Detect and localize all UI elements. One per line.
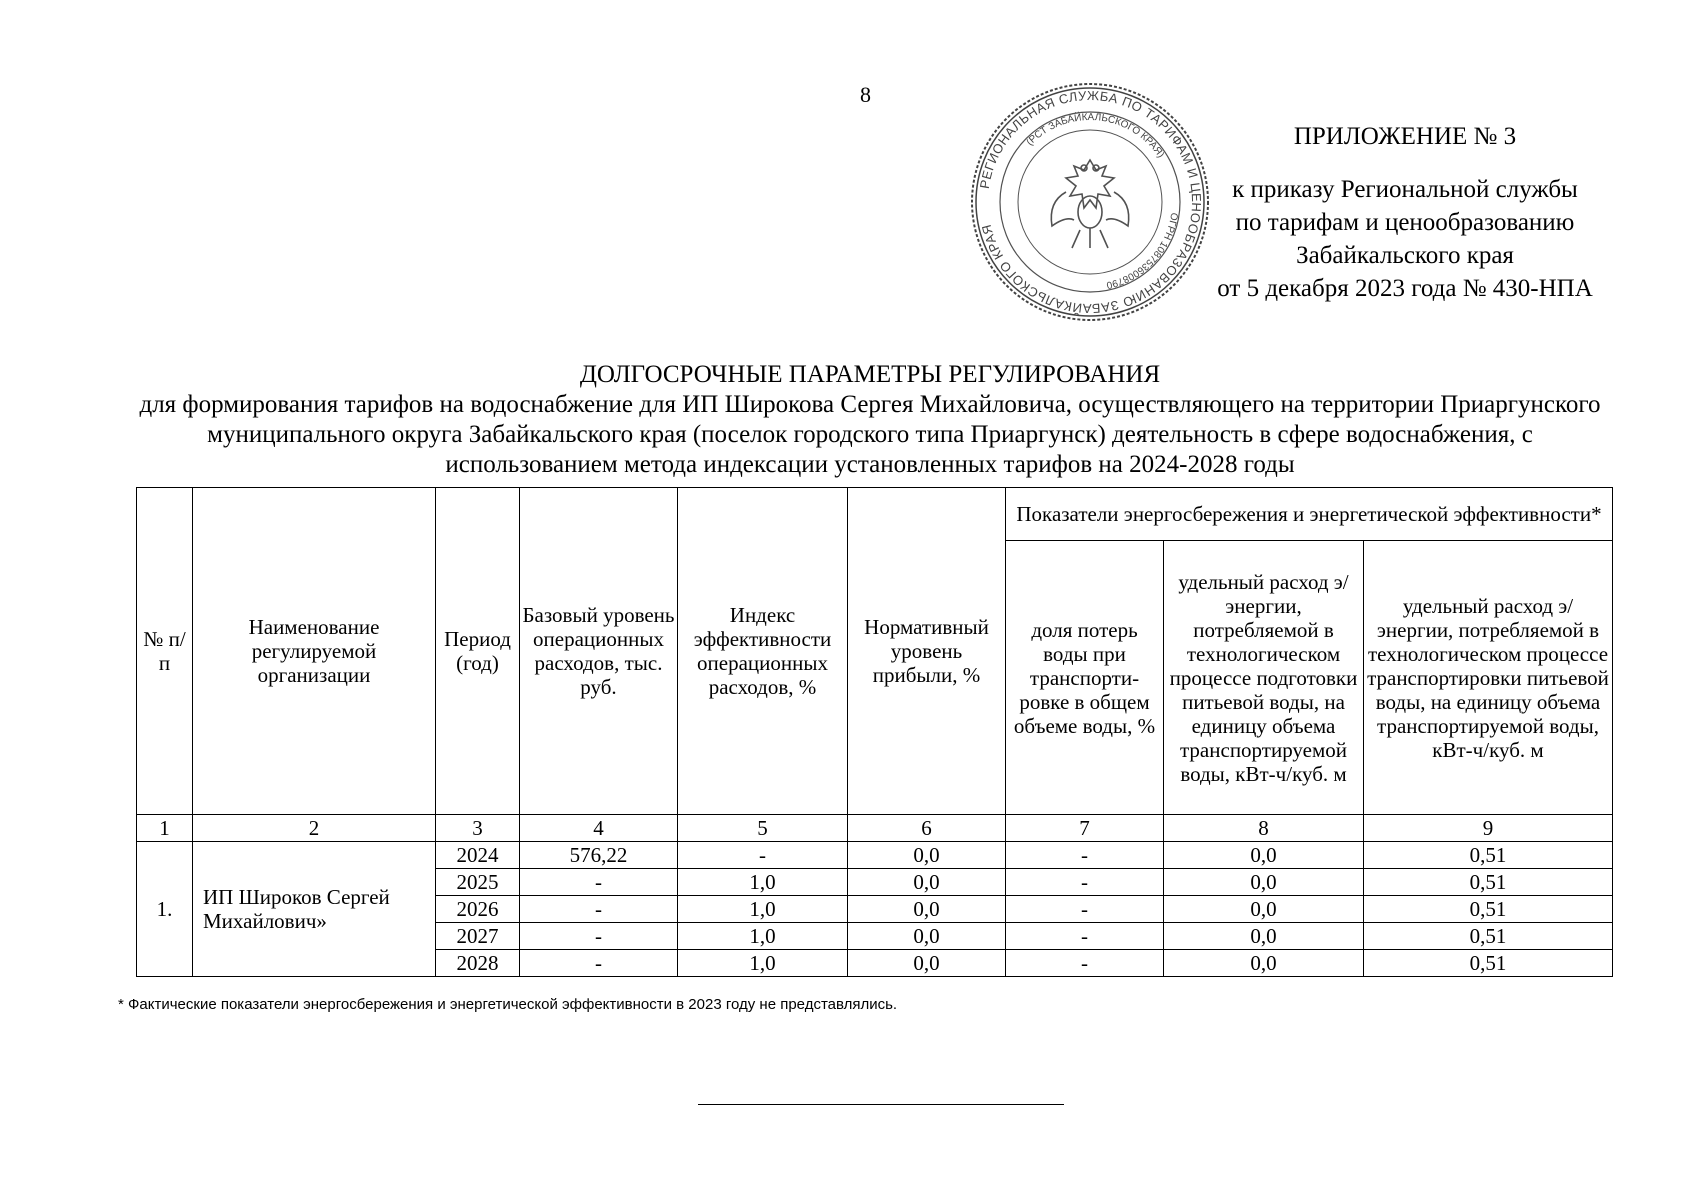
cell-base-costs: -	[520, 896, 678, 923]
organization-name: ИП Широков Сергей Михайлович»	[193, 842, 436, 977]
appendix-line: Забайкальского края	[1296, 242, 1514, 269]
header-profit: Нормативный уровень прибыли, %	[848, 488, 1006, 815]
header-energy-group: Показатели энергосбережения и энергетической эффективности*	[1006, 488, 1613, 541]
header-row	[137, 488, 1613, 541]
column-number: 9	[1364, 815, 1613, 842]
header-num: № п/п	[137, 488, 193, 815]
cell-base-costs: -	[520, 950, 678, 977]
column-number: 1	[137, 815, 193, 842]
header-energy-preparation: удельный расход э/энергии, потребляемой в технологическом процессе подготовки питьевой воды, на единицу объема транспортируемой воды, кВт-ч/куб. м	[1164, 541, 1364, 815]
cell-efficiency-index: 1,0	[678, 896, 848, 923]
cell-energy-transport: 0,51	[1364, 896, 1613, 923]
column-number: 2	[193, 815, 436, 842]
cell-profit: 0,0	[848, 842, 1006, 869]
appendix-line: к приказу Региональной службы	[1232, 176, 1578, 203]
cell-water-losses: -	[1006, 896, 1164, 923]
appendix-block	[1170, 120, 1640, 305]
cell-efficiency-index: 1,0	[678, 950, 848, 977]
column-number-row	[137, 815, 1613, 842]
cell-base-costs: -	[520, 923, 678, 950]
page-number: 8	[860, 82, 871, 107]
header-base-costs: Базовый уровень операционных расходов, тыс. руб.	[520, 488, 678, 815]
document-heading	[120, 360, 1620, 480]
entry-number: 1.	[137, 842, 193, 977]
column-number: 4	[520, 815, 678, 842]
cell-efficiency-index: 1,0	[678, 869, 848, 896]
cell-base-costs: 576,22	[520, 842, 678, 869]
cell-energy-preparation: 0,0	[1164, 950, 1364, 977]
footnote: * Фактические показатели энергосбережения и энергетической эффективности в 2023 году не представлялись.	[118, 996, 898, 1013]
cell-water-losses: -	[1006, 842, 1164, 869]
column-number: 8	[1164, 815, 1364, 842]
cell-energy-transport: 0,51	[1364, 950, 1613, 977]
cell-year: 2025	[436, 869, 520, 896]
header-org: Наименование регулируемой организации	[193, 488, 436, 815]
cell-year: 2028	[436, 950, 520, 977]
cell-year: 2027	[436, 923, 520, 950]
header-period: Период (год)	[436, 488, 520, 815]
seal-ogrn-text: ОГРН 1087536008790	[1105, 211, 1180, 291]
column-number: 6	[848, 815, 1006, 842]
cell-energy-transport: 0,51	[1364, 869, 1613, 896]
document-title: ДОЛГОСРОЧНЫЕ ПАРАМЕТРЫ РЕГУЛИРОВАНИЯ	[579, 361, 1161, 388]
cell-energy-preparation: 0,0	[1164, 842, 1364, 869]
parameters-table	[136, 487, 1613, 977]
seal-outer-text: РЕГИОНАЛЬНАЯ СЛУЖБА ПО ТАРИФАМ И ЦЕНООБРАЗОВАНИЮ ЗАБАЙКАЛЬСКОГО КРАЯ	[976, 87, 1205, 317]
cell-profit: 0,0	[848, 923, 1006, 950]
cell-base-costs: -	[520, 869, 678, 896]
cell-energy-preparation: 0,0	[1164, 896, 1364, 923]
column-number: 3	[436, 815, 520, 842]
header-efficiency-index: Индекс эффективности операционных расходов, %	[678, 488, 848, 815]
appendix-title: ПРИЛОЖЕНИЕ № 3	[1293, 123, 1517, 150]
appendix-line: по тарифам и ценообразованию	[1235, 209, 1575, 236]
cell-profit: 0,0	[848, 869, 1006, 896]
cell-energy-transport: 0,51	[1364, 923, 1613, 950]
cell-energy-preparation: 0,0	[1164, 869, 1364, 896]
divider-line	[698, 1104, 1064, 1105]
header-energy-transport: удельный расход э/энергии, потребляемой в технологическом процессе транспортировки питьевой воды, на единицу объема транспортируемой воды, кВт-ч/куб. м	[1364, 541, 1613, 815]
cell-year: 2026	[436, 896, 520, 923]
cell-water-losses: -	[1006, 923, 1164, 950]
cell-energy-preparation: 0,0	[1164, 923, 1364, 950]
appendix-line: от 5 декабря 2023 года № 430-НПА	[1217, 275, 1593, 302]
cell-water-losses: -	[1006, 869, 1164, 896]
cell-water-losses: -	[1006, 950, 1164, 977]
column-number: 5	[678, 815, 848, 842]
cell-profit: 0,0	[848, 896, 1006, 923]
header-water-losses: доля потерь воды при транспорти-ровке в общем объеме воды, %	[1006, 541, 1164, 815]
cell-efficiency-index: 1,0	[678, 923, 848, 950]
document-subtitle: для формирования тарифов на водоснабжение для ИП Широкова Сергея Михайловича, осуществляющего на территории Приаргунского муниципального округа Забайкальского края (поселок городского типа Приаргунск) деятельность в сфере водоснабжения, с использованием метода индексации установленных тарифов на 2024-2028 годы	[139, 391, 1601, 478]
cell-year: 2024	[436, 842, 520, 869]
cell-energy-transport: 0,51	[1364, 842, 1613, 869]
eagle-emblem-icon	[1051, 160, 1128, 248]
seal-inner-text: (РСТ ЗАБАЙКАЛЬСКОГО КРАЯ)	[1024, 111, 1167, 160]
column-number: 7	[1006, 815, 1164, 842]
cell-efficiency-index: -	[678, 842, 848, 869]
cell-profit: 0,0	[848, 950, 1006, 977]
table-row	[137, 842, 1613, 869]
